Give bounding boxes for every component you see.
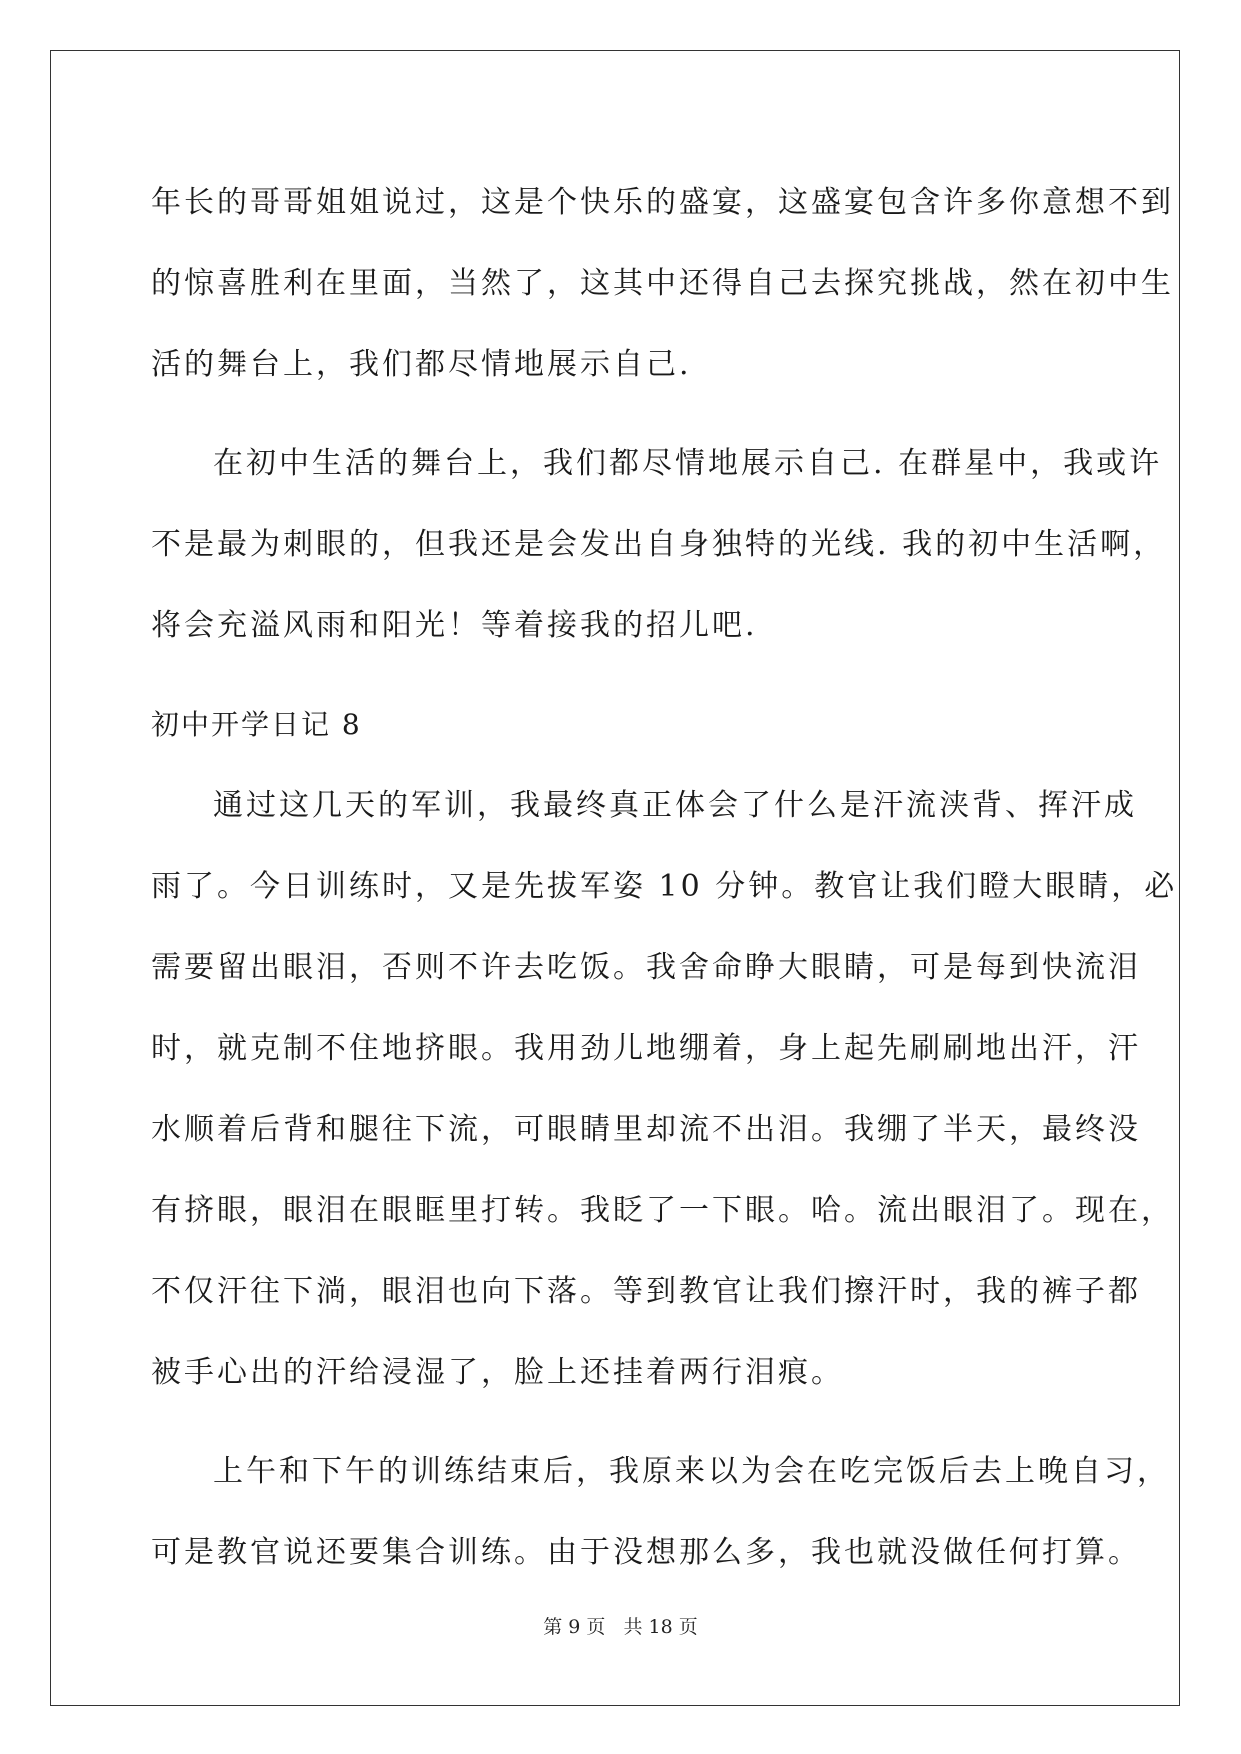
text-line: 上午和下午的训练结束后，我原来以为会在吃完饭后去上晚自习， (213, 1454, 1170, 1489)
text-line: 时，就克制不住地挤眼。我用劲儿地绷着，身上起先刷刷地出汗，汗 (151, 1031, 1141, 1066)
page-number: 第 9 页 (543, 1616, 606, 1638)
page-total: 共 18 页 (623, 1616, 698, 1638)
text-line: 不仅汗往下淌，眼泪也向下落。等到教官让我们擦汗时，我的裤子都 (151, 1274, 1141, 1309)
paragraph-1 (151, 162, 1174, 405)
text-line: 水顺着后背和腿往下流，可眼睛里却流不出泪。我绷了半天，最终没 (151, 1112, 1141, 1147)
text-line: 通过这几天的军训，我最终真正体会了什么是汗流浃背、挥汗成 (213, 788, 1137, 823)
text-line: 不是最为刺眼的，但我还是会发出自身独特的光线. 我的初中生活啊， (151, 527, 1167, 562)
paragraph-2 (151, 423, 1167, 666)
paragraph-3 (151, 765, 1178, 1413)
text-line: 雨了。今日训练时，又是先拔军姿 10 分钟。教官让我们瞪大眼睛，必 (151, 869, 1178, 904)
text-line: 的惊喜胜利在里面，当然了，这其中还得自己去探究挑战，然在初中生 (151, 266, 1174, 301)
text-line: 将会充溢风雨和阳光！等着接我的招儿吧. (151, 608, 758, 643)
text-line: 需要留出眼泪，否则不许去吃饭。我舍命睁大眼睛，可是每到快流泪 (151, 950, 1141, 985)
document-body (151, 162, 1178, 1611)
text-line: 可是教官说还要集合训练。由于没想那么多，我也就没做任何打算。 (151, 1535, 1141, 1570)
text-line: 年长的哥哥姐姐说过，这是个快乐的盛宴，这盛宴包含许多你意想不到 (151, 185, 1174, 220)
paragraph-4 (151, 1431, 1170, 1593)
text-line: 活的舞台上，我们都尽情地展示自己. (151, 347, 692, 382)
text-line: 在初中生活的舞台上，我们都尽情地展示自己. 在群星中，我或许 (213, 446, 1163, 481)
section-heading: 初中开学日记 8 (151, 708, 362, 741)
text-line: 被手心出的汗给浸湿了，脸上还挂着两行泪痕。 (151, 1355, 844, 1390)
page-footer (0, 1612, 1241, 1639)
text-line: 有挤眼，眼泪在眼眶里打转。我眨了一下眼。哈。流出眼泪了。现在， (151, 1193, 1174, 1228)
